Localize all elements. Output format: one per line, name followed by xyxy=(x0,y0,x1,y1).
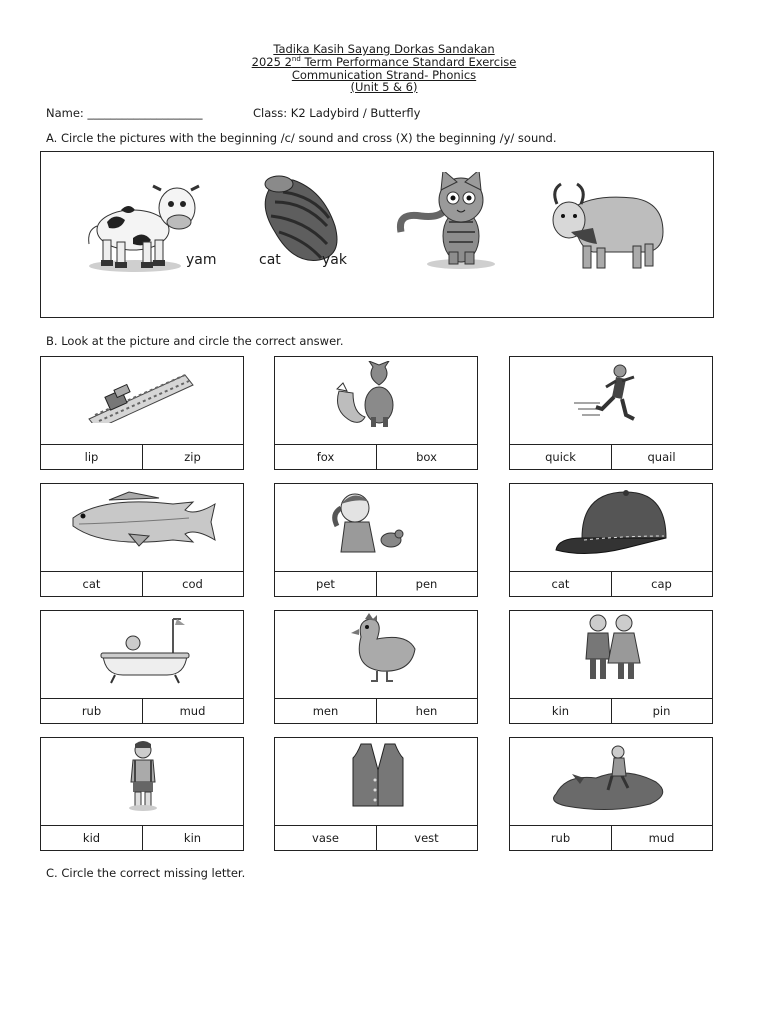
fox-icon xyxy=(333,361,413,429)
option-left[interactable]: men xyxy=(275,698,377,724)
card-picture xyxy=(275,611,477,699)
option-left[interactable]: rub xyxy=(41,698,143,724)
strand-title: Communication Strand- Phonics xyxy=(291,68,477,82)
option-right[interactable]: quail xyxy=(647,450,676,464)
card-picture xyxy=(510,357,712,445)
option-left[interactable]: vase xyxy=(275,825,377,851)
option-right[interactable]: cap xyxy=(651,577,672,591)
card-kin xyxy=(509,610,713,724)
card-picture xyxy=(275,484,477,572)
option-right[interactable]: cod xyxy=(182,577,203,591)
school-title: Tadika Kasih Sayang Dorkas Sandakan xyxy=(273,42,495,56)
card-cod xyxy=(40,483,244,597)
option-right[interactable]: pen xyxy=(415,577,438,591)
card-quick xyxy=(509,356,713,470)
option-right[interactable]: vest xyxy=(414,831,439,845)
card-vest xyxy=(274,737,478,851)
card-picture xyxy=(510,484,712,572)
option-left[interactable]: cat xyxy=(510,571,612,597)
unit-title: (Unit 5 & 6) xyxy=(350,80,418,94)
option-left[interactable]: lip xyxy=(41,444,143,470)
card-hen xyxy=(274,610,478,724)
option-right[interactable]: box xyxy=(416,450,437,464)
option-left[interactable]: kid xyxy=(41,825,143,851)
yak-picture[interactable] xyxy=(547,178,667,274)
option-right[interactable]: pin xyxy=(652,704,671,718)
cat-picture[interactable] xyxy=(395,172,505,272)
card-picture xyxy=(41,738,243,826)
running-boy-icon xyxy=(572,363,652,435)
card-picture xyxy=(41,611,243,699)
zipper-icon xyxy=(85,367,195,423)
cow-picture[interactable] xyxy=(85,182,201,274)
option-left[interactable]: cat xyxy=(41,571,143,597)
option-left[interactable]: fox xyxy=(275,444,377,470)
exercise-ordinal: nd xyxy=(291,55,301,64)
card-picture xyxy=(275,357,477,445)
mud-puddle-icon xyxy=(552,742,672,814)
card-cap xyxy=(509,483,713,597)
option-right[interactable]: mud xyxy=(648,831,675,845)
card-picture xyxy=(510,738,712,826)
card-rub-bath xyxy=(40,610,244,724)
name-field[interactable]: Name: ____________________ xyxy=(46,106,203,120)
boy-icon xyxy=(125,740,161,812)
card-zip xyxy=(40,356,244,470)
section-a-box xyxy=(40,151,714,318)
card-picture xyxy=(41,484,243,572)
option-right[interactable]: mud xyxy=(179,704,206,718)
card-picture xyxy=(510,611,712,699)
option-right[interactable]: kin xyxy=(183,831,202,845)
card-picture xyxy=(41,357,243,445)
section-c-instruction: C. Circle the correct missing letter. xyxy=(46,866,246,880)
card-picture xyxy=(275,738,477,826)
fish-icon xyxy=(69,490,221,550)
card-fox xyxy=(274,356,478,470)
option-left[interactable]: kin xyxy=(510,698,612,724)
word-yam[interactable]: yam xyxy=(186,252,217,268)
hen-icon xyxy=(343,613,419,683)
card-mud xyxy=(509,737,713,851)
section-b-instruction: B. Look at the picture and circle the correct answer. xyxy=(46,334,344,348)
cap-icon xyxy=(554,488,670,560)
card-kid xyxy=(40,737,244,851)
card-pet xyxy=(274,483,478,597)
word-cat[interactable]: cat xyxy=(259,252,281,268)
option-left[interactable]: pet xyxy=(275,571,377,597)
word-yak[interactable]: yak xyxy=(322,252,347,268)
exercise-year: 2025 2 xyxy=(251,55,292,69)
girl-with-bird-icon xyxy=(331,486,411,558)
option-right[interactable]: hen xyxy=(415,704,438,718)
bathtub-icon xyxy=(99,615,191,687)
vest-icon xyxy=(351,740,405,812)
section-a-instruction: A. Circle the pictures with the beginning /c/ sound and cross (X) the beginning /y/ sound. xyxy=(46,131,557,145)
option-left[interactable]: rub xyxy=(510,825,612,851)
option-right[interactable]: zip xyxy=(184,450,201,464)
exercise-rest: Term Performance Standard Exercise xyxy=(300,55,517,69)
class-label: Class: K2 Ladybird / Butterfly xyxy=(253,106,421,120)
children-icon xyxy=(578,613,646,685)
option-left[interactable]: quick xyxy=(510,444,612,470)
